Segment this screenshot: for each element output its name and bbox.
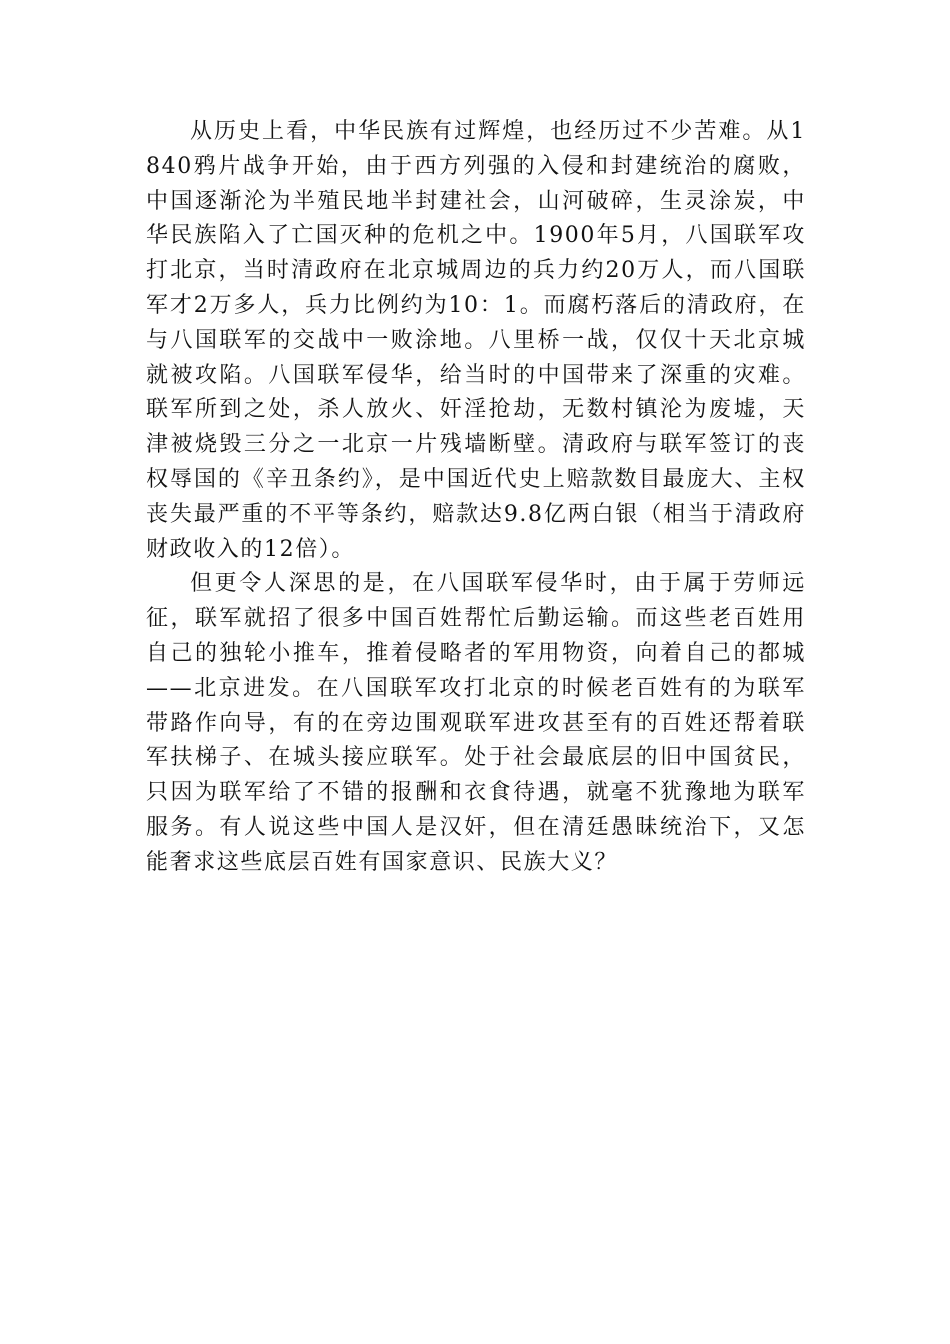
paragraph-1: 从历史上看，中华民族有过辉煌，也经历过不少苦难。从1840鸦片战争开始，由于西方列强的入侵和封建统治的腐败，中国逐渐沦为半殖民地半封建社会，山河破碎，生灵涂炭，中华民族陷入了亡国灭种的危机之中。1900年5月，八国联军攻打北京，当时清政府在北京城周边的兵力约20万人，而八国联军才2万多人，兵力比例约为10：1。而腐朽落后的清政府，在与八国联军的交战中一败涂地。八里桥一战，仅仅十天北京城就被攻陷。八国联军侵华，给当时的中国带来了深重的灾难。联军所到之处，杀人放火、奸淫抢劫，无数村镇沦为废墟，天津被烧毁三分之一北京一片残墙断壁。清政府与联军签订的丧权辱国的《辛丑条约》，是中国近代史上赔款数目最庞大、主权丧失最严重的不平等条约，赔款达9.8亿两白银（相当于清政府财政收入的12倍）。 [146, 119, 806, 562]
document-body [146, 115, 806, 881]
paragraph-2: 但更令人深思的是，在八国联军侵华时，由于属于劳师远征，联军就招了很多中国百姓帮忙后勤运输。而这些老百姓用自己的独轮小推车，推着侵略者的军用物资，向着自己的都城——北京进发。在八国联军攻打北京的时候老百姓有的为联军带路作向导，有的在旁边围观联军进攻甚至有的百姓还帮着联军扶梯子、在城头接应联军。处于社会最底层的旧中国贫民，只因为联军给了不错的报酬和衣食待遇，就毫不犹豫地为联军服务。有人说这些中国人是汉奸，但在清廷愚昧统治下，又怎能奢求这些底层百姓有国家意识、民族大义？ [146, 571, 806, 875]
